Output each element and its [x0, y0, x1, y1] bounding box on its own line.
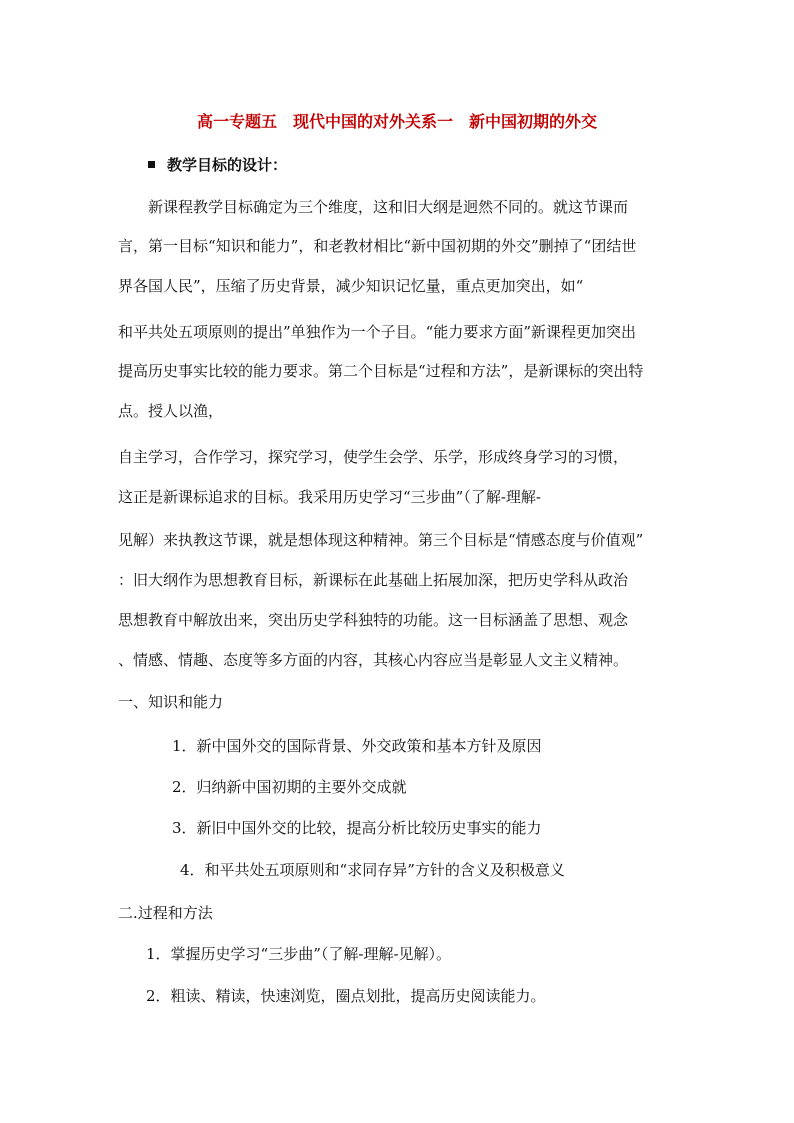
section-heading	[148, 155, 794, 175]
body-line: 和平共处五项原则的提出”单独作为一个子目。“能力要求方面”新课程更加突出	[118, 323, 637, 341]
body-line: 思想教育中解放出来，突出历史学科独特的功能。这一目标涵盖了思想、观念	[118, 611, 629, 629]
list-item: 3．新旧中国外交的比较，提高分析比较历史事实的能力	[172, 819, 542, 837]
body-line: 点。授人以渔，	[118, 402, 224, 420]
body-line: 言，第一目标“知识和能力”，和老教材相比“新中国初期的外交”删掉了“团结世	[118, 237, 637, 255]
body-line: 界各国人民”，压缩了历史背景，减少知识记忆量，重点更加突出，如“	[118, 277, 584, 295]
list-item: 2．粗读、精读，快速浏览，圈点划批，提高历史阅读能力。	[146, 987, 546, 1005]
body-line: ：旧大纲作为思想教育目标，新课标在此基础上拓展加深，把历史学科从政治	[118, 571, 629, 589]
part2-heading: 二.过程和方法	[118, 904, 213, 922]
body-line: 自主学习，合作学习，探究学习，使学生会学、乐学，形成终身学习的习惯，	[118, 448, 629, 466]
body-line: 、情感、情趣、态度等多方面的内容，其核心内容应当是彰显人文主义精神。	[118, 651, 629, 669]
body-line: 这正是新课标追求的目标。我采用历史学习“三步曲”（了解-理解-	[118, 488, 541, 506]
body-line: 见解）来执教这节课，就是想体现这种精神。第三个目标是“情感态度与价值观”	[118, 531, 644, 549]
body-line: 新课程教学目标确定为三个维度，这和旧大纲是迥然不同的。就这节课而	[148, 198, 629, 216]
square-bullet-icon	[148, 161, 155, 168]
document-title: 高一专题五 现代中国的对外关系一 新中国初期的外交	[196, 112, 597, 131]
list-item: 1．新中国外交的国际背景、外交政策和基本方针及原因	[172, 737, 542, 755]
part1-heading: 一、知识和能力	[118, 693, 224, 711]
section-heading-text: 教学目标的设计：	[167, 156, 288, 174]
list-item: 1．掌握历史学习“三步曲”（了解-理解-见解）。	[146, 945, 452, 963]
list-item: 4．和平共处五项原则和“求同存异”方针的含义及积极意义	[180, 861, 565, 879]
body-line: 提高历史事实比较的能力要求。第二个目标是“过程和方法”，是新课标的突出特	[118, 362, 644, 380]
list-item: 2．归纳新中国初期的主要外交成就	[172, 778, 407, 796]
